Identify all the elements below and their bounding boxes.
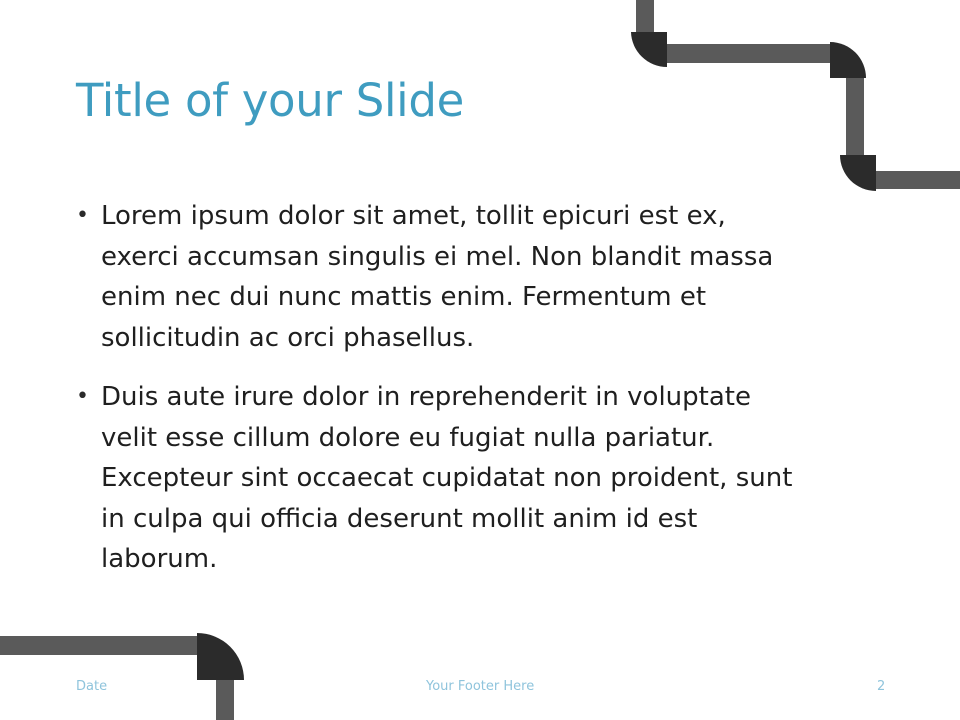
pipe-segment bbox=[846, 78, 864, 156]
pipe-elbow bbox=[840, 155, 876, 191]
pipe-elbow bbox=[631, 32, 667, 67]
pipe-segment bbox=[876, 171, 960, 189]
bullet-list bbox=[76, 196, 796, 599]
top-right-pipe bbox=[631, 0, 960, 191]
pipe-elbow bbox=[830, 42, 866, 78]
pipe-segment bbox=[666, 44, 832, 63]
footer-text: Your Footer Here bbox=[426, 679, 535, 694]
slide-title: Title of your Slide bbox=[76, 74, 465, 127]
bullet-item: • Lorem ipsum dolor sit amet, tollit epicuri est ex, exerci accumsan singulis ei mel. Non blandit massa enim nec dui nunc mattis enim. Fermentum et sollicitudin ac orci phasellus. bbox=[76, 196, 796, 358]
slide-number: 2 bbox=[877, 679, 886, 694]
footer-date: Date bbox=[76, 679, 108, 694]
pipe-segment bbox=[216, 680, 234, 720]
bottom-left-pipe bbox=[0, 633, 244, 720]
bullet-item: • Duis aute irure dolor in reprehenderit in voluptate velit esse cillum dolore eu fugiat nulla pariatur. Excepteur sint occaecat cupidatat non proident, sunt in culpa qui officia deserunt mollit anim id est laborum. bbox=[76, 377, 796, 580]
pipe-elbow bbox=[197, 633, 244, 680]
pipe-segment bbox=[0, 636, 198, 655]
pipe-segment bbox=[636, 0, 654, 32]
